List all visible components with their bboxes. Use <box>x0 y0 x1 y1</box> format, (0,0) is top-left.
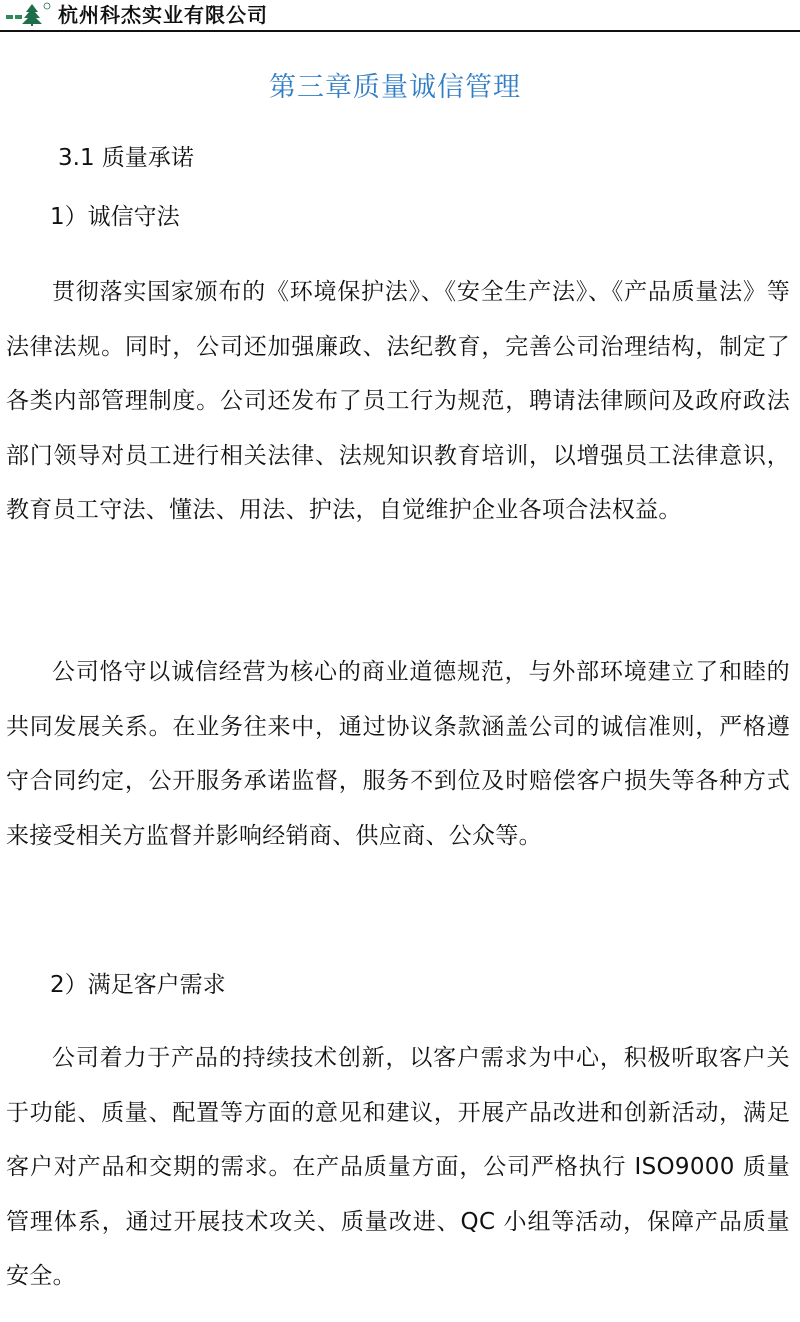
company-name: 杭州科杰实业有限公司 <box>58 3 268 27</box>
paragraph: 公司恪守以诚信经营为核心的商业道德规范，与外部环境建立了和睦的共同发展关系。在业务往来中，通过协议条款涵盖公司的诚信准则，严格遵守合同约定，公开服务承诺监督，服务不到位及时赔偿客户损失等各种方式来接受相关方监督并影响经销商、供应商、公众等。 <box>6 659 790 849</box>
subsection-heading: 1）诚信守法 <box>50 204 180 230</box>
chapter-title: 第三章质量诚信管理 <box>269 72 521 103</box>
subsection-heading: 2）满足客户需求 <box>50 972 226 998</box>
paragraph: 公司着力于产品的持续技术创新，以客户需求为中心，积极听取客户关于功能、质量、配置等方面的意见和建议，开展产品改进和创新活动，满足客户对产品和交期的需求。在产品质量方面，公司严格执行 ISO9000 质量管理体系，通过开展技术攻关、质量改进、QC 小组等活动，保障产品质量安全。 <box>6 1045 790 1289</box>
tree-logo-icon <box>4 2 52 26</box>
paragraph: 贯彻落实国家颁布的《环境保护法》、《安全生产法》、《产品质量法》等法律法规。同时，公司还加强廉政、法纪教育，完善公司治理结构，制定了各类内部管理制度。公司还发布了员工行为规范，聘请法律顾问及政府政法部门领导对员工进行相关法律、法规知识教育培训，以增强员工法律意识，教育员工守法、懂法、用法、护法，自觉维护企业各项合法权益。 <box>6 279 790 523</box>
page-header <box>0 0 800 32</box>
section-heading: 3.1 质量承诺 <box>58 145 194 171</box>
header-divider <box>0 30 800 32</box>
